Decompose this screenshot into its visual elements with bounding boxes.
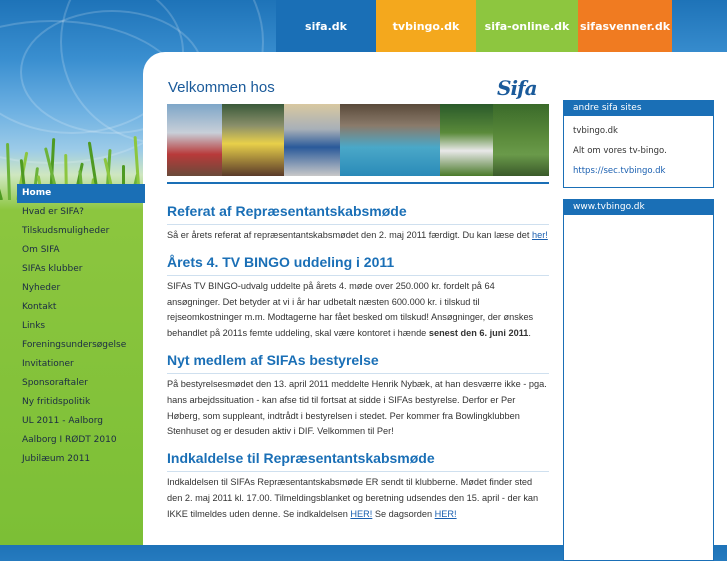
article-tvbingo: [167, 253, 549, 342]
photo-banner: [167, 104, 549, 176]
nav-item-invitationer[interactable]: Invitationer: [22, 359, 74, 369]
grass-blade: [0, 180, 3, 200]
nav-item-jubilæum-2011[interactable]: Jubilæum 2011: [22, 454, 91, 464]
dagsorden-link[interactable]: HER!: [434, 508, 457, 519]
article-referat: [167, 202, 549, 244]
nav-item-tilskudsmuligheder[interactable]: Tilskudsmuligheder: [22, 226, 110, 236]
site-tabs: [276, 0, 672, 52]
nav-item-foreningsundersøgelse[interactable]: Foreningsundersøgelse: [22, 340, 127, 350]
tab-sifa[interactable]: sifa.dk: [276, 0, 376, 52]
article-link[interactable]: her!: [531, 230, 548, 240]
article-body: Så er årets referat af repræsentantskabsmødet den 2. maj 2011 færdigt. Du kan læse det her!: [167, 224, 549, 244]
nav-item-nyheder[interactable]: Nyheder: [22, 283, 61, 293]
banner-divider: [167, 182, 549, 184]
tab-sifasvenner[interactable]: sifasvenner.dk: [578, 0, 672, 52]
article-title[interactable]: Indkaldelse til Repræsentantskabsmøde: [167, 450, 435, 467]
nav-item-ul-2011-aalborg[interactable]: UL 2011 - Aalborg: [22, 416, 103, 426]
nav-item-ny-fritidspolitik[interactable]: Ny fritidspolitik: [22, 397, 91, 407]
nav-item-hvad-er-sifa[interactable]: Hvad er SIFA?: [22, 207, 84, 217]
article-indkaldelse: [167, 449, 549, 522]
box-heading[interactable]: www.tvbingo.dk: [564, 200, 713, 215]
site-description: Alt om vores tv-bingo.: [573, 146, 667, 156]
article-body: Indkaldelsen til SIFAs Repræsentantskabsmøde ER sendt til klubberne. Mødet finder sted den 2. maj 2011 kl. 17.00. Tilmeldingsblanket og beretning udsendes den 15. april - der kan IKKE tilmeldes uden denne. Se indkaldelsen HER! Se dagsorden HER!: [167, 471, 549, 522]
nav-item-kontakt[interactable]: Kontakt: [22, 302, 57, 312]
site-link[interactable]: https://sec.tvbingo.dk: [573, 166, 666, 176]
tab-tvbingo[interactable]: tvbingo.dk: [376, 0, 476, 52]
article-title[interactable]: Årets 4. TV BINGO uddeling i 2011: [167, 253, 395, 270]
photo-basketball: [167, 104, 222, 176]
other-sites-box: [563, 100, 714, 188]
grass-blade: [6, 143, 11, 200]
article-body: På bestyrelsesmødet den 13. april 2011 meddelte Henrik Nybæk, at han desværre ikke - pga. hans arbejdssituation - kan afse tid til fortsat at sidde i SIFAs bestyrelse. Derfor er Per Høberg, som suppleant, indtrådt i bestyrelsen i stedet. Per kommer fra Bowlingklubben Stenhuset og er desuden aktiv i DIF. Velkommen til Per!: [167, 373, 549, 440]
photo-players: [222, 104, 284, 176]
nav-item-om-sifa[interactable]: Om SIFA: [22, 245, 60, 255]
tab-sifa-online[interactable]: sifa-online.dk: [476, 0, 578, 52]
nav-item-links[interactable]: Links: [22, 321, 46, 331]
article-title[interactable]: Referat af Repræsentantskabsmøde: [167, 203, 407, 219]
indkaldelse-link[interactable]: HER!: [350, 508, 373, 519]
site-name: tvbingo.dk: [573, 126, 618, 136]
nav-item-sifas-klubber[interactable]: SIFAs klubber: [22, 264, 83, 274]
article-bestyrelse: [167, 351, 549, 440]
article-body: SIFAs TV BINGO-udvalg uddelte på årets 4. møde over 250.000 kr. fordelt på 64 ansøgninger. Det betyder at vi i år har udbetalt næsten 600.000 kr. i tilskud til rejseomkostninger m.m. Modtagerne har fået besked om tilskud! Ansøgninger, der ønskes behandlet på 2011s femte uddeling, skal være kontoret i hænde senest den 6. juni 2011.: [167, 275, 549, 342]
nav-item-home[interactable]: Home: [17, 184, 145, 203]
left-nav: [17, 184, 145, 469]
deadline-text: senest den 6. juni 2011: [428, 328, 529, 339]
nav-item-sponsoraftaler[interactable]: Sponsoraftaler: [22, 378, 88, 388]
welcome-heading: Velkommen hos: [168, 79, 275, 96]
photo-swimming-pool: [340, 104, 440, 176]
tvbingo-box: [563, 199, 714, 561]
photo-hockey: [284, 104, 340, 176]
article-title[interactable]: Nyt medlem af SIFAs bestyrelse: [167, 351, 379, 368]
box-heading: andre sifa sites: [564, 101, 713, 116]
sifa-logo: Sifa: [497, 76, 537, 100]
photo-archery: [440, 104, 493, 176]
news-articles: [167, 202, 549, 532]
nav-item-aalborg-i-rødt-2010[interactable]: Aalborg I RØDT 2010: [22, 435, 117, 445]
photo-fencing: [493, 104, 549, 176]
